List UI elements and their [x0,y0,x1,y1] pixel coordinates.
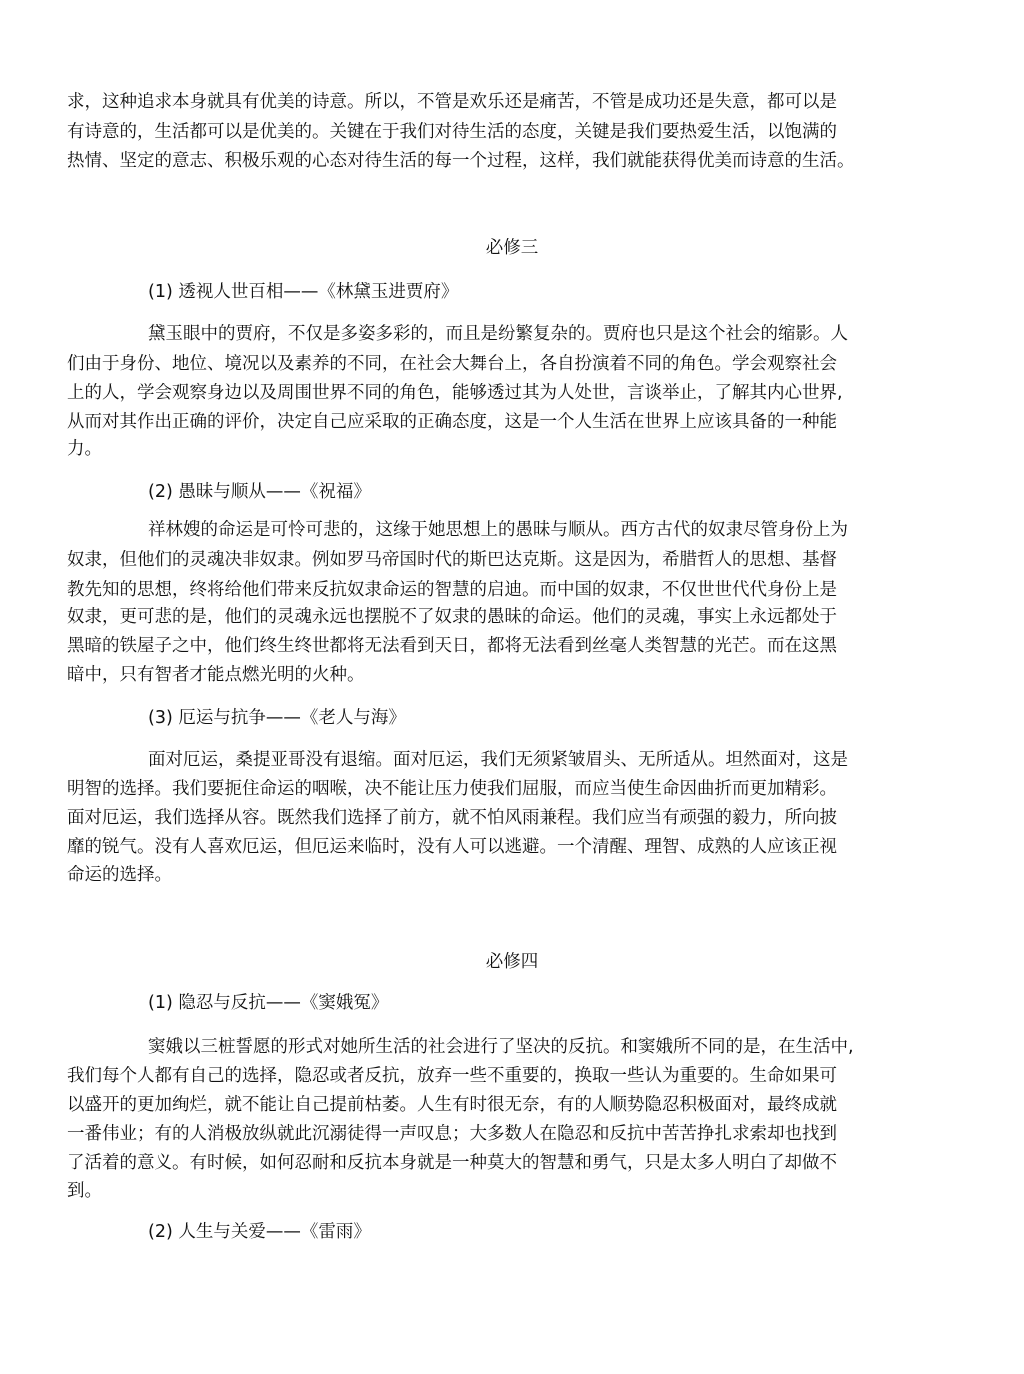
paragraph-line: 一番伟业；有的人消极放纵就此沉溺徒得一声叹息；大多数人在隐忍和反抗中苦苦挣扎求索却也找到 [67,1124,837,1144]
section-heading: 必修四 [485,952,539,972]
paragraph-line: 热情、坚定的意志、积极乐观的心态对待生活的每一个过程，这样，我们就能获得优美而诗意的生活。 [67,151,855,171]
paragraph-line: 们由于身份、地位、境况以及素养的不同，在社会大舞台上，各自扮演着不同的角色。学会观察社会 [67,354,837,374]
item-title: (2) 愚昧与顺从——《祝福》 [148,482,371,502]
paragraph-line: 奴隶，更可悲的是，他们的灵魂永远也摆脱不了奴隶的愚昧的命运。他们的灵魂，事实上永远都处于 [67,607,837,627]
paragraph-line: 上的人，学会观察身边以及周围世界不同的角色，能够透过其为人处世，言谈举止，了解其内心世界, [67,383,843,403]
paragraph-line: 奴隶，但他们的灵魂决非奴隶。例如罗马帝国时代的斯巴达克斯。这是因为，希腊哲人的思想、基督 [67,550,837,570]
paragraph-line: 暗中，只有智者才能点燃光明的火种。 [67,665,365,685]
paragraph-line: 力。 [67,439,102,459]
paragraph-line: 窦娥以三桩誓愿的形式对她所生活的社会进行了坚决的反抗。和窦娥所不同的是，在生活中, [148,1037,854,1057]
item-title: (2) 人生与关爱——《雷雨》 [148,1222,371,1242]
paragraph-line: 我们每个人都有自己的选择，隐忍或者反抗，放弃一些不重要的，换取一些认为重要的。生命如果可 [67,1066,837,1086]
paragraph-line: 以盛开的更加绚烂，就不能让自己提前枯萎。人生有时很无奈，有的人顺势隐忍积极面对，最终成就 [67,1095,837,1115]
paragraph-line: 求，这种追求本身就具有优美的诗意。所以，不管是欢乐还是痛苦，不管是成功还是失意，都可以是 [67,92,837,112]
paragraph-line: 面对厄运，桑提亚哥没有退缩。面对厄运，我们无须紧皱眉头、无所适从。坦然面对，这是 [148,750,848,770]
paragraph-line: 有诗意的，生活都可以是优美的。关键在于我们对待生活的态度，关键是我们要热爱生活，以饱满的 [67,122,837,142]
paragraph-line: 了活着的意义。有时候，如何忍耐和反抗本身就是一种莫大的智慧和勇气，只是太多人明白了却做不 [67,1153,837,1173]
item-title: (3) 厄运与抗争——《老人与海》 [148,708,406,728]
paragraph-line: 面对厄运，我们选择从容。既然我们选择了前方，就不怕风雨兼程。我们应当有顽强的毅力，所向披 [67,808,837,828]
item-title: (1) 透视人世百相——《林黛玉进贾府》 [148,282,459,302]
paragraph-line: 靡的锐气。没有人喜欢厄运，但厄运来临时，没有人可以逃避。一个清醒、理智、成熟的人应该正视 [67,837,837,857]
paragraph-line: 教先知的思想，终将给他们带来反抗奴隶命运的智慧的启迪。而中国的奴隶，不仅世世代代身份上是 [67,580,837,600]
paragraph-line: 祥林嫂的命运是可怜可悲的，这缘于她思想上的愚昧与顺从。西方古代的奴隶尽管身份上为 [148,520,848,540]
paragraph-line: 从而对其作出正确的评价，决定自己应采取的正确态度，这是一个人生活在世界上应该具备的一种能 [67,412,837,432]
paragraph-line: 明智的选择。我们要扼住命运的咽喉，决不能让压力使我们屈服，而应当使生命因曲折而更加精彩。 [67,779,837,799]
paragraph-line: 到。 [67,1181,102,1201]
paragraph-line: 黑暗的铁屋子之中，他们终生终世都将无法看到天日，都将无法看到丝毫人类智慧的光芒。而在这黑 [67,636,837,656]
paragraph-line: 命运的选择。 [67,865,172,885]
paragraph-line: 黛玉眼中的贾府，不仅是多姿多彩的，而且是纷繁复杂的。贾府也只是这个社会的缩影。人 [148,324,848,344]
section-heading: 必修三 [485,238,539,258]
item-title: (1) 隐忍与反抗——《窦娥冤》 [148,993,389,1013]
